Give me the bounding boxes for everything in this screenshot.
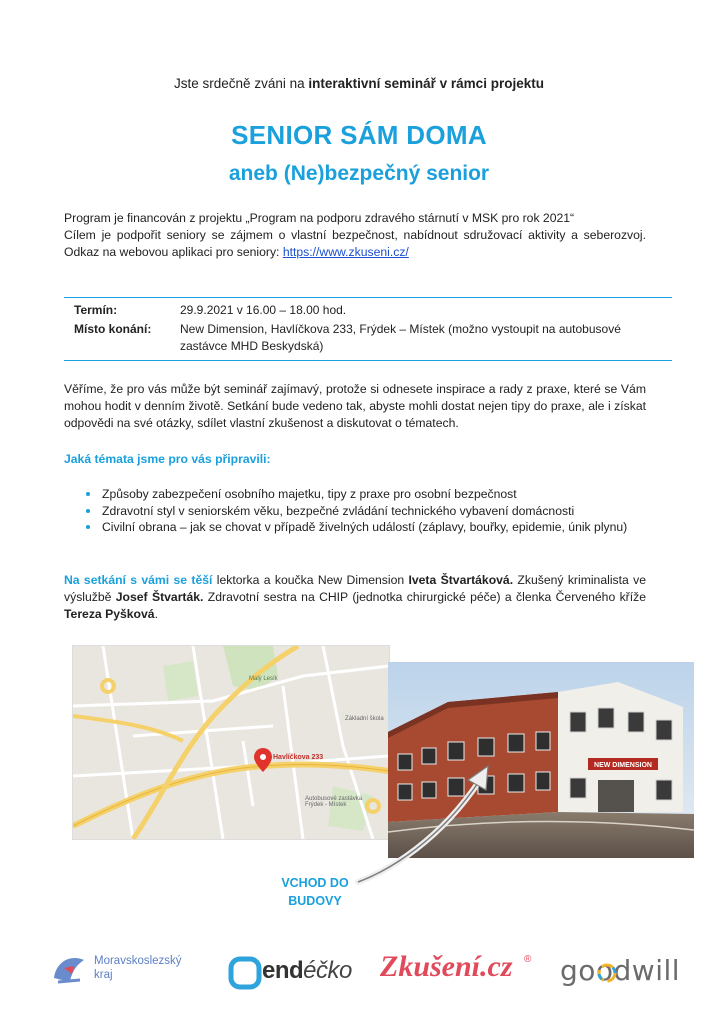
bullet-icon [86, 492, 90, 496]
topics-list [86, 486, 646, 536]
msk-logo-icon [50, 948, 90, 988]
speakers-paragraph [64, 572, 646, 623]
bullet-icon [86, 509, 90, 513]
entrance-line2: BUDOVY [288, 894, 342, 908]
list-item [86, 519, 646, 536]
speakers-text: Zkušený kriminalista ve výslužbě [64, 573, 646, 604]
zkuseni-logo: Zkušení.cz [380, 950, 513, 983]
topic-text: Způsoby zabezpečení osobního majetku, tipy z praxe pro osobní bezpečnost [102, 487, 517, 501]
list-item [86, 503, 646, 520]
speakers-highlight: Na setkání s vámi se těší [64, 573, 213, 587]
speakers-text: lektorka a koučka New Dimension [212, 573, 409, 587]
map-place-label: Autobusové zastávka Frýdek - Místek [305, 796, 363, 808]
intro-line2 [64, 227, 646, 261]
event-info-table [64, 297, 672, 361]
topic-text: Zdravotní styl v seniorském věku, bezpečné zvládání technického vybavení domácnosti [102, 503, 575, 518]
description-paragraph: Věříme, že pro vás může být seminář zajímavý, protože si odnesete inspirace a rady z praxe, které se Vám mohou hodit v denním životě. Setkání bude vedeno tak, abyste mohli dostat nejen tipy do praxe, ale i získat odpovědi na své otázky, sdílet vlastní zkušenost a diskutovat o tématech. [64, 382, 646, 430]
partner-logos [0, 940, 718, 1010]
place-label: Místo konání: [74, 322, 152, 336]
map-place-label: Základní škola [345, 716, 384, 722]
speaker-name: Tereza Pyšková [64, 607, 155, 621]
zkuseni-registered: ® [524, 954, 532, 965]
speaker-name: Josef Štvarták. [115, 590, 204, 604]
seminar-title: SENIOR SÁM DOMA [231, 120, 487, 150]
endecko-prefix: end [262, 957, 304, 984]
goodwill-o-icon [596, 962, 618, 984]
intro-line1: Program je financován z projektu „Program na podporu zdravého stárnutí v MSK pro rok 2021“ [64, 211, 575, 225]
entrance-label [270, 874, 360, 910]
intro-line2-text: Cílem je podpořit seniory se zájmem o vlastní bezpečnost, nabídnout sdružovací aktivity a seberozvoj. Odkaz na webovou aplikaci pro seniory: [64, 228, 646, 259]
endecko-logo-icon [228, 956, 262, 990]
place-row [64, 321, 672, 355]
intro-text [64, 210, 646, 261]
msk-line2: kraj [94, 969, 113, 981]
invite-prefix: Jste srdečně zváni na [174, 76, 309, 91]
zkuseni-link[interactable]: https://www.zkuseni.cz/ [282, 245, 409, 259]
term-value: 29.9.2021 v 16.00 – 18.00 hod. [180, 303, 347, 317]
bullet-icon [86, 525, 90, 529]
msk-logo [94, 954, 182, 982]
term-row [64, 302, 672, 319]
map-pin-label: Havlíčkova 233 [273, 754, 324, 761]
endecko-logo [262, 957, 352, 985]
invite-bold: interaktivní seminář v rámci projektu [308, 76, 544, 91]
msk-line1: Moravskoslezský [94, 955, 182, 967]
topics-heading: Jaká témata jsme pro vás připravili: [64, 452, 271, 466]
speaker-name: Iveta Štvartáková. [408, 573, 514, 587]
speakers-text: . [154, 607, 158, 621]
seminar-subtitle: aneb (Ne)bezpečný senior [228, 162, 490, 185]
speakers-text: Zdravotní sestra na CHIP (jednotka chirurgické péče) a členka Červeného kříže [203, 590, 646, 604]
map-place-label: Malý Lesík [249, 676, 278, 682]
place-value: New Dimension, Havlíčkova 233, Frýdek – Místek (možno vystoupit na autobusové zastávce MHD Beskydská) [180, 322, 621, 353]
list-item [86, 486, 646, 503]
invitation-line [0, 76, 718, 91]
term-label: Termín: [74, 303, 118, 317]
topic-text: Civilní obrana – jak se chovat v případě živelných událostí (záplavy, bouřky, epidemie, únik plynu) [102, 520, 628, 534]
endecko-suffix: éčko [303, 957, 352, 984]
entrance-line1: VCHOD DO [281, 876, 349, 890]
goodwill-logo: goodwill [560, 954, 681, 987]
building-sign: NEW DIMENSION [594, 762, 652, 769]
